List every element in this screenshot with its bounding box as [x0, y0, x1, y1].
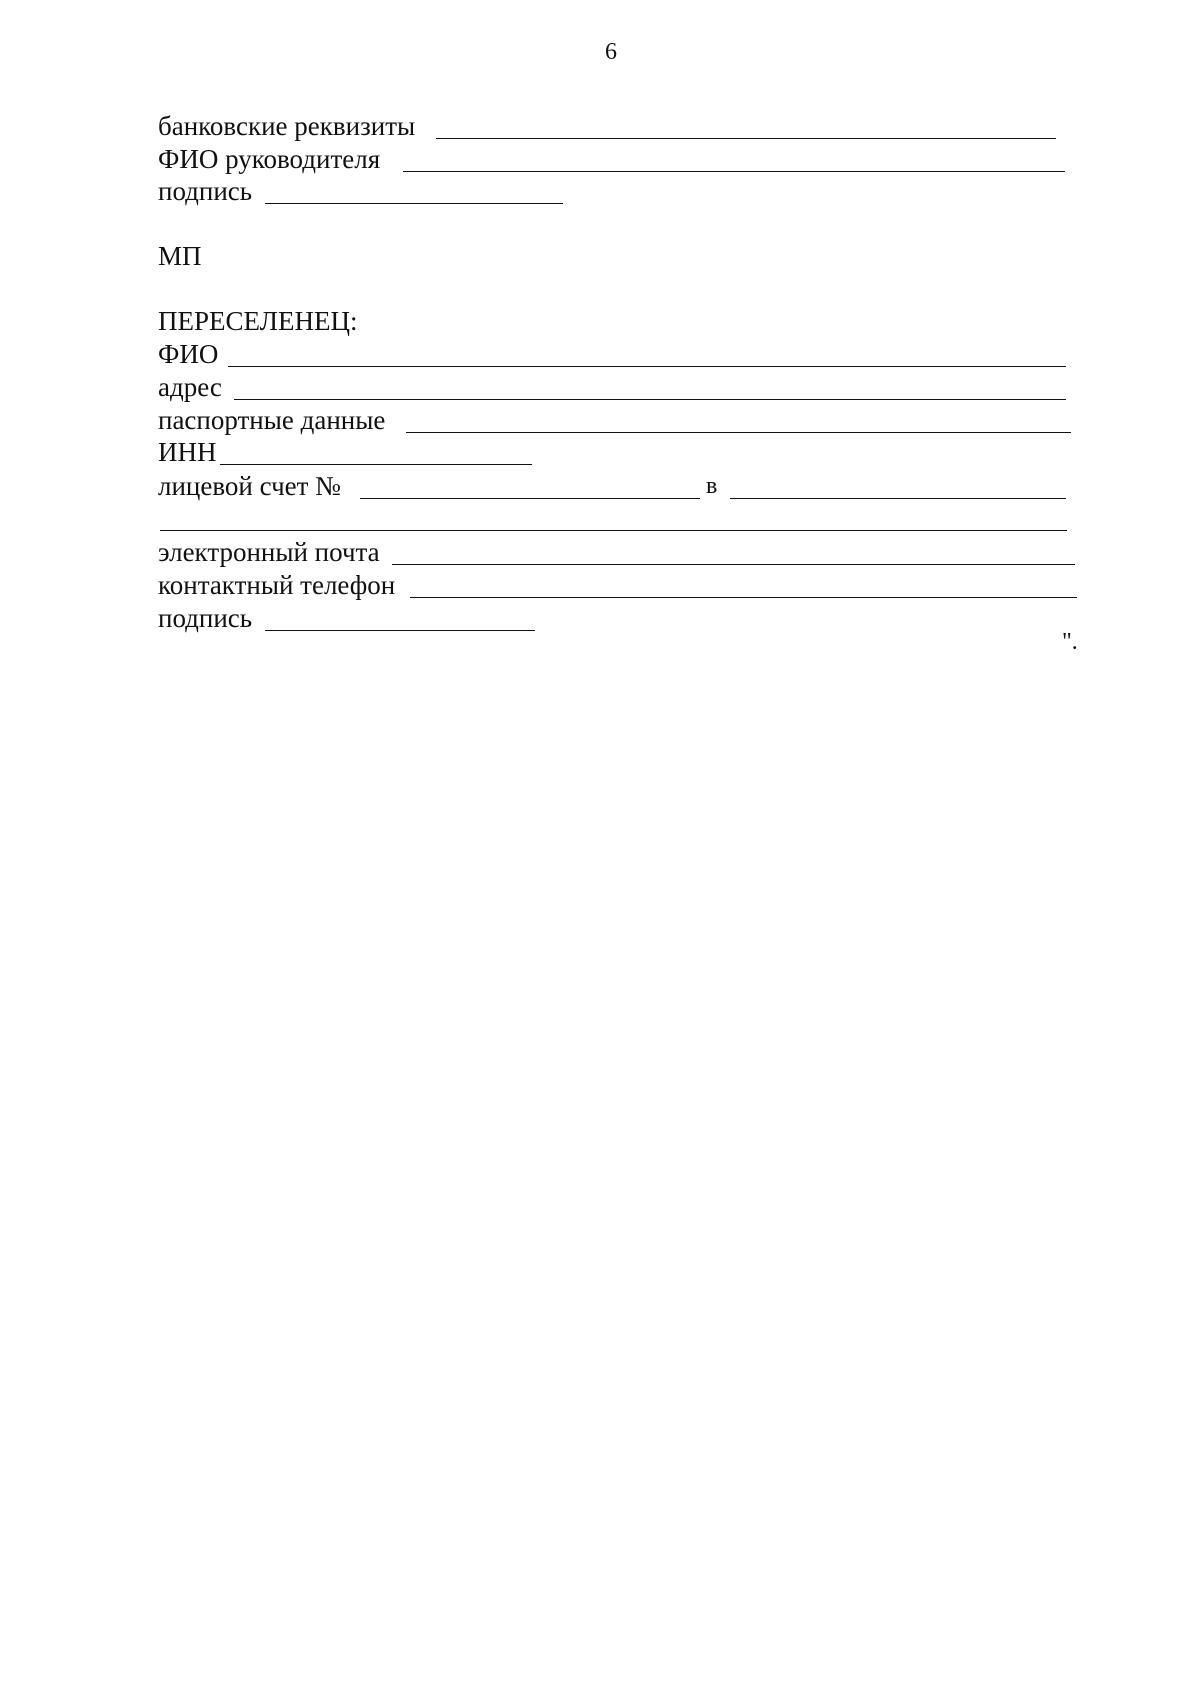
- settler-name-row: [158, 338, 1068, 370]
- settler-passport-row: [158, 404, 1073, 436]
- settler-address-row: [158, 371, 1068, 403]
- settler-phone-row: [158, 569, 1078, 601]
- settler-phone-field[interactable]: [410, 597, 1077, 598]
- settler-name-field[interactable]: [228, 366, 1066, 367]
- settler-address-field[interactable]: [234, 399, 1066, 400]
- settler-signature-field[interactable]: [265, 630, 535, 631]
- settler-inn-label: ИНН: [158, 437, 217, 467]
- head-name-label: ФИО руководителя: [158, 144, 381, 174]
- settler-account-bank-field[interactable]: [730, 498, 1066, 499]
- settler-signature-row: [158, 602, 558, 634]
- bank-details-field[interactable]: [436, 138, 1056, 139]
- settler-account-row: [158, 470, 1068, 502]
- settler-email-row: [158, 536, 1076, 568]
- settler-passport-label: паспортные данные: [158, 405, 386, 435]
- org-signature-label: подпись: [158, 176, 253, 206]
- settler-account-continuation-field[interactable]: [160, 530, 1067, 531]
- settler-account-bank-label: в: [706, 473, 718, 499]
- settler-passport-field[interactable]: [406, 432, 1071, 433]
- head-name-field[interactable]: [403, 171, 1065, 172]
- head-name-row: [158, 143, 1068, 175]
- settler-email-label: электронный почта: [158, 537, 380, 567]
- bank-details-label: банковские реквизиты: [158, 111, 416, 141]
- page-number: 6: [605, 39, 617, 65]
- settler-account-number-field[interactable]: [360, 498, 700, 499]
- settler-address-label: адрес: [158, 372, 222, 402]
- org-signature-row: [158, 175, 578, 207]
- settler-inn-field[interactable]: [220, 464, 532, 465]
- settler-inn-row: [158, 436, 538, 468]
- stamp-mark: МП: [158, 241, 202, 271]
- settler-signature-label: подпись: [158, 603, 253, 633]
- closing-quote-mark: ".: [1062, 629, 1078, 655]
- settler-name-label: ФИО: [158, 339, 219, 369]
- org-signature-field[interactable]: [265, 203, 563, 204]
- settler-email-field[interactable]: [392, 564, 1075, 565]
- settler-phone-label: контактный телефон: [158, 570, 396, 600]
- settler-heading: ПЕРЕСЕЛЕНЕЦ:: [158, 306, 358, 336]
- settler-account-label: лицевой счет №: [158, 471, 341, 501]
- bank-details-row: [158, 110, 1058, 142]
